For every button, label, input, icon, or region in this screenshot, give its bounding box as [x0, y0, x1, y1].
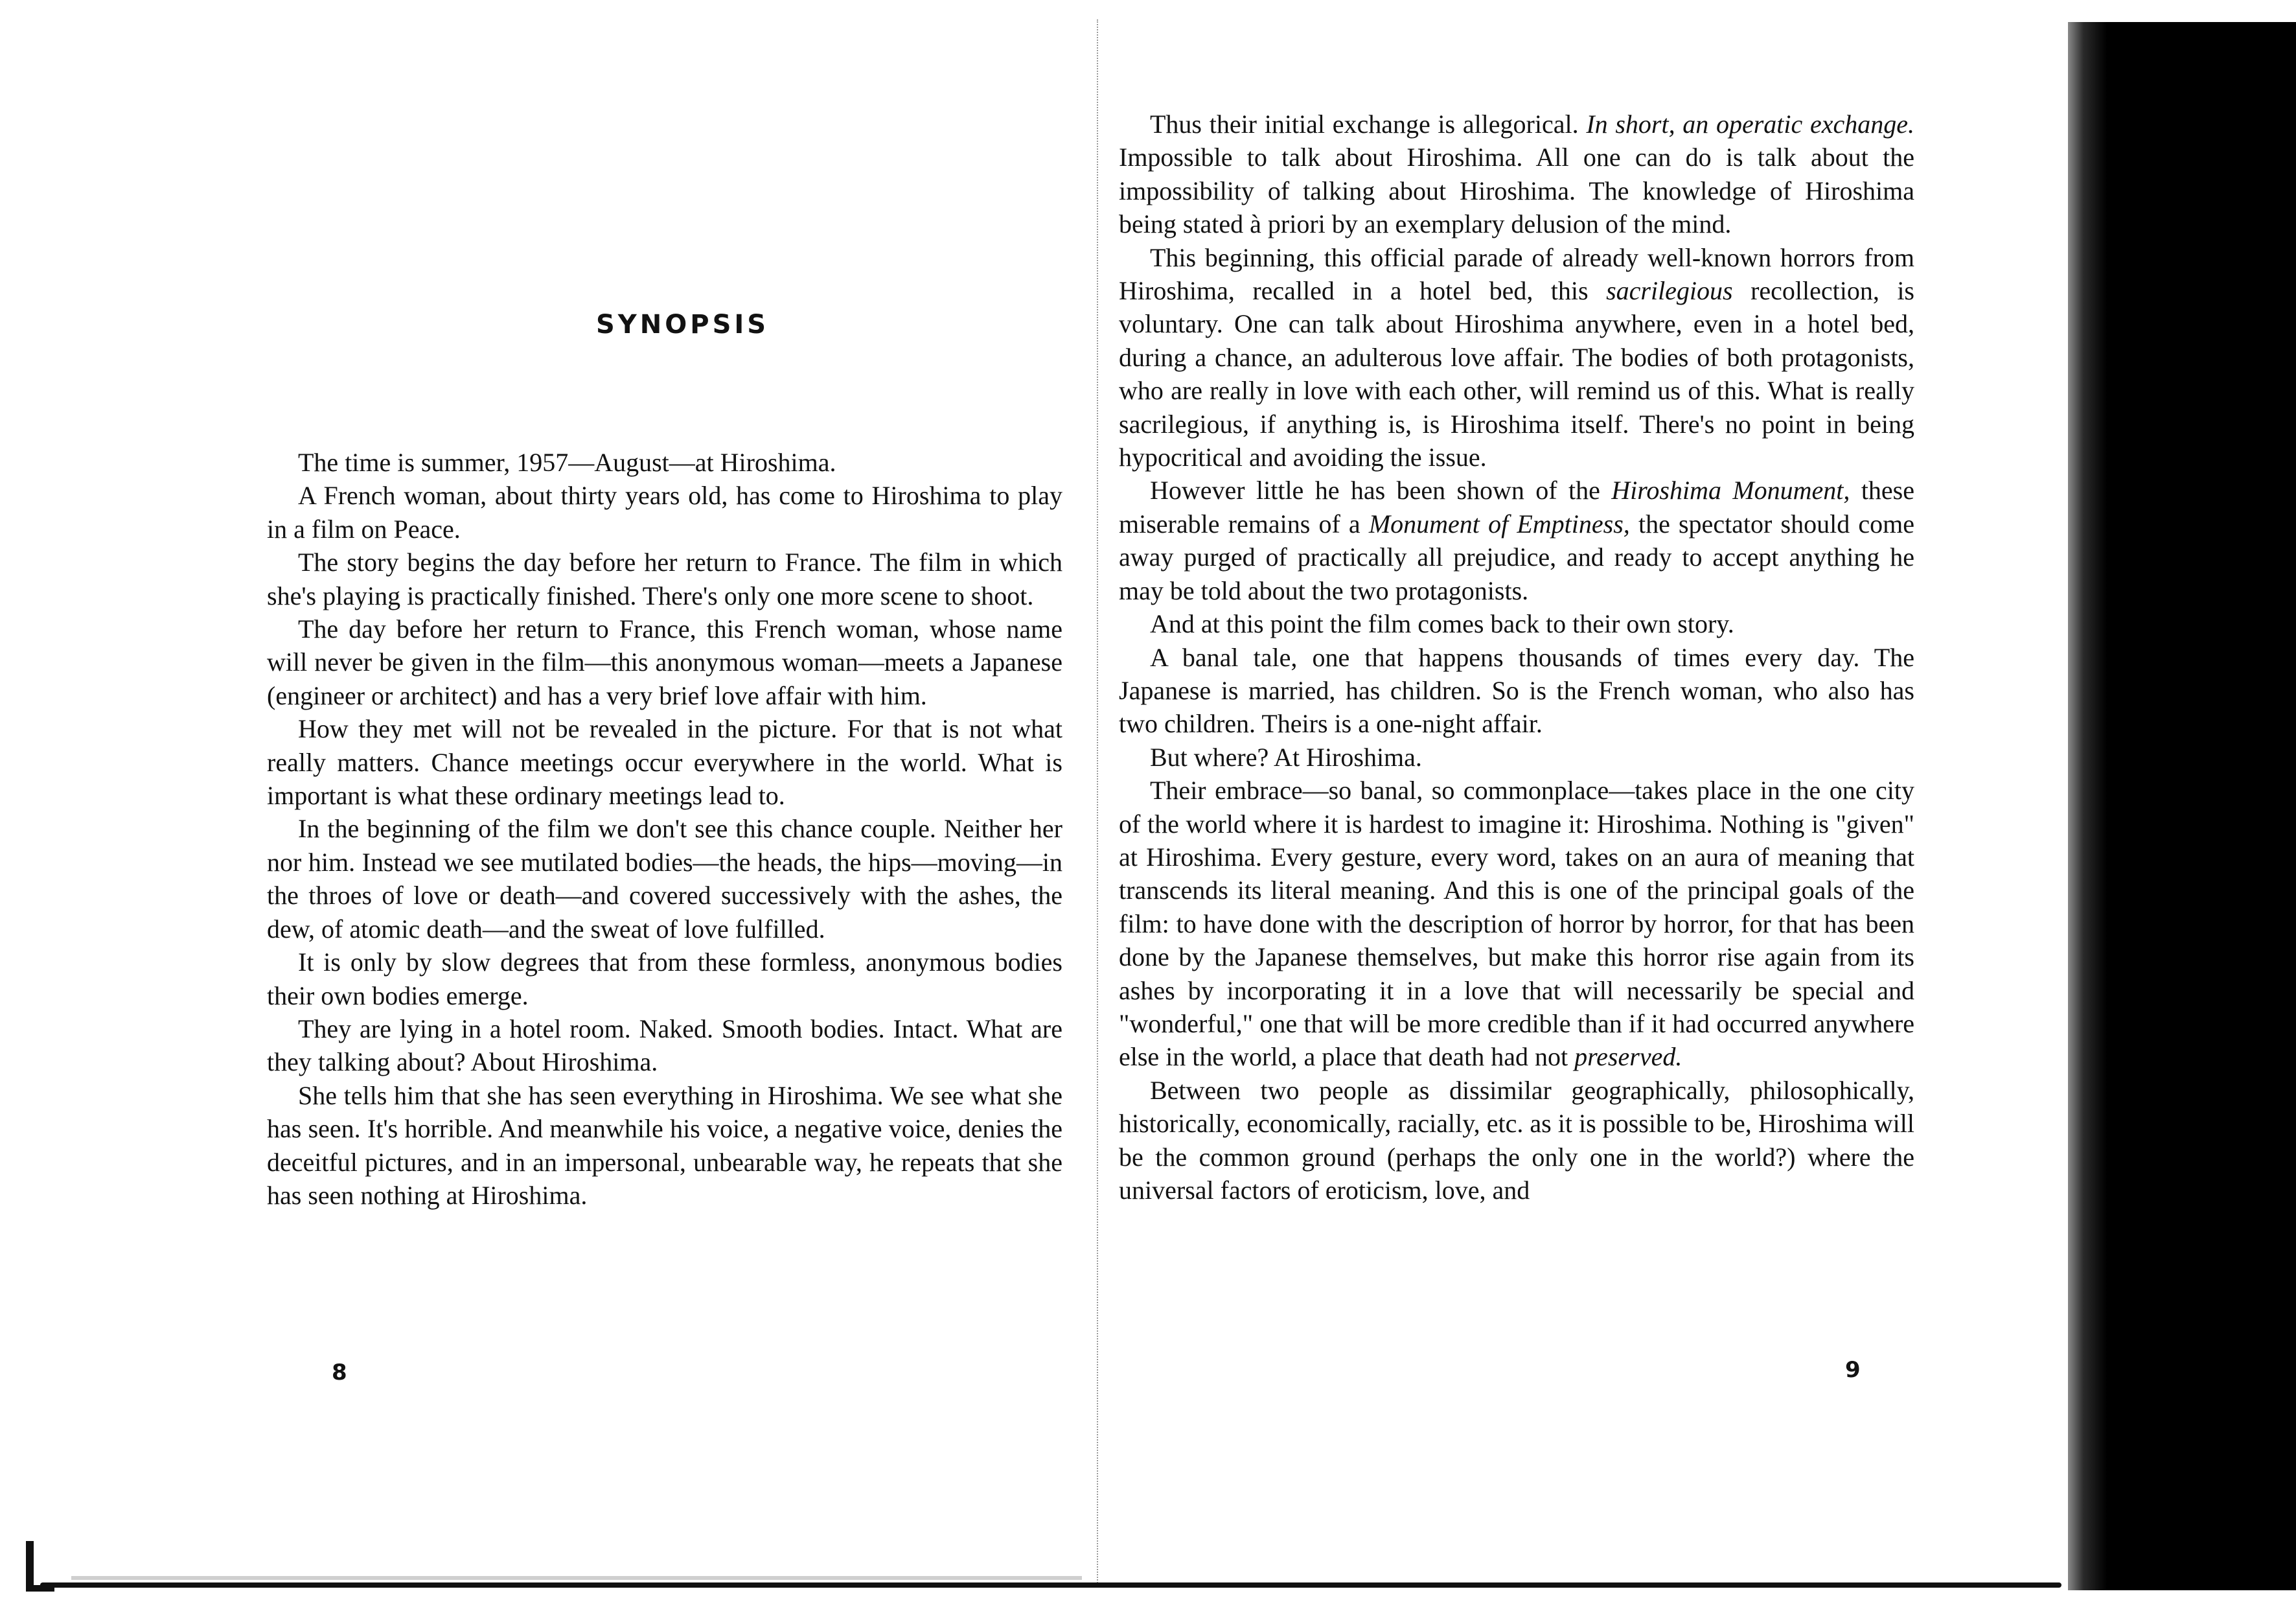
italic-text: Hiroshima Monument,	[1611, 476, 1850, 505]
paragraph: A banal tale, one that happens thousands of times every day. The Japanese is married, has children. So is the French woman, who also has two children. Theirs is a one-night affair.	[1119, 642, 1914, 739]
page-number: 9	[1845, 1357, 1861, 1383]
italic-text: Monument of Emptiness,	[1368, 509, 1630, 539]
paragraph: The story begins the day before her return to France. The film in which she's playing is practically finished. There's only one more scene to shoot.	[267, 548, 1062, 610]
book-cover-edge	[2068, 22, 2296, 1590]
paragraph: A French woman, about thirty years old, has come to Hiroshima to play in a film on Peace.	[267, 481, 1062, 544]
paragraph: Between two people as dissimilar geographically, philosophically, historically, economically, racially, etc. as it is possible to be, Hiroshima will be the common ground (perhaps the only one in the world?) where the universal factors of eroticism, love, and	[1119, 1075, 1914, 1205]
scan-corner-mark-foot	[26, 1585, 54, 1592]
chapter-heading: SYNOPSIS	[596, 310, 770, 340]
italic-text: In short, an operatic exchange.	[1586, 110, 1914, 139]
right-page-body	[1119, 108, 1914, 1207]
paragraph: She tells him that she has seen everything in Hiroshima. We see what she has seen. It's horrible. And meanwhile his voice, a negative voice, denies the deceitful pictures, and in an impersonal, unbearable way, he repeats that she has seen nothing at Hiroshima.	[267, 1080, 1062, 1210]
paragraph: The time is summer, 1957—August—at Hiroshima.	[298, 448, 836, 477]
paragraph: It is only by slow degrees that from these formless, anonymous bodies their own bodies emerge.	[267, 947, 1062, 1010]
text-run: recollection, is voluntary. One can talk about Hiroshima anywhere, even in a hotel bed, during a chance, an adulterous love affair. The bodies of both protagonists, who are really in love with each other, will remind us of this. What is really sacrilegious, if anything is, is Hiroshima itself. There's no point in being hypocritical and avoiding the issue.	[1119, 276, 1915, 472]
paragraph: But where? At Hiroshima.	[1150, 742, 1422, 772]
paragraph: They are lying in a hotel room. Naked. Smooth bodies. Intact. What are they talking about? About Hiroshima.	[267, 1014, 1062, 1077]
italic-text: preserved.	[1574, 1042, 1682, 1072]
left-page	[0, 0, 1095, 1611]
page-number: 8	[332, 1360, 347, 1385]
text-run: However little he has been shown of the	[1150, 476, 1612, 505]
paragraph	[1119, 774, 1914, 1074]
page-bottom-edge	[40, 1582, 2061, 1588]
paragraph	[1119, 108, 1914, 241]
text-run: Impossible to talk about Hiroshima. All one can do is talk about the impossibility of talking about Hiroshima. The knowledge of Hiroshima being stated à priori by an exemplary delusion of the mind.	[1119, 143, 1914, 239]
paragraph	[1119, 241, 1914, 474]
left-page-body	[267, 446, 1062, 1212]
paragraph: And at this point the film comes back to their own story.	[1150, 609, 1734, 639]
paragraph: How they met will not be revealed in the picture. For that is not what really matters. Chance meetings occur everywhere in the world. What is important is what these ordinary meetings lead to.	[267, 714, 1062, 811]
text-run: Thus their initial exchange is allegorical.	[1150, 110, 1587, 139]
text-run: these miserable remains of a	[1119, 476, 1915, 539]
paragraph: In the beginning of the film we don't see this chance couple. Neither her nor him. Instead we see mutilated bodies—the heads, the hips—moving—in the throes of love or death—and covered successively with the ashes, the dew, of atomic death—and the sweat of love fulfilled.	[267, 814, 1062, 944]
paragraph	[1119, 474, 1914, 607]
scan-corner-mark	[26, 1541, 34, 1590]
text-run: This beginning, this official parade of already well-known horrors from Hiroshima, recalled in a hotel bed, this	[1119, 242, 1914, 306]
paragraph: The day before her return to France, this French woman, whose name will never be given in the film—this anonymous woman—meets a Japanese (engineer or architect) and has a very brief love affair with him.	[267, 614, 1062, 710]
text-run: the spectator should come away purged of practically all prejudice, and ready to accept anything he may be told about the two protagonists.	[1119, 509, 1914, 605]
text-run: Their embrace—so banal, so commonplace—takes place in the one city of the world where it is hardest to imagine it: Hiroshima. Nothing is "given" at Hiroshima. Every gesture, every word, takes on an aura of meaning that transcends its literal meaning. And this is one of the principal goals of the film: to have done with the description of horror by horror, for that has been done by the Japanese themselves, but make this horror rise again from its ashes by incorporating it in a love that will necessarily be special and "wonderful," one that will be more credible than if it had occurred anywhere else in the world, a place that death had not	[1119, 776, 1914, 1072]
book-gutter	[1097, 19, 1101, 1588]
page-bottom-shadow	[71, 1576, 1082, 1580]
italic-text: sacrilegious	[1606, 276, 1733, 306]
